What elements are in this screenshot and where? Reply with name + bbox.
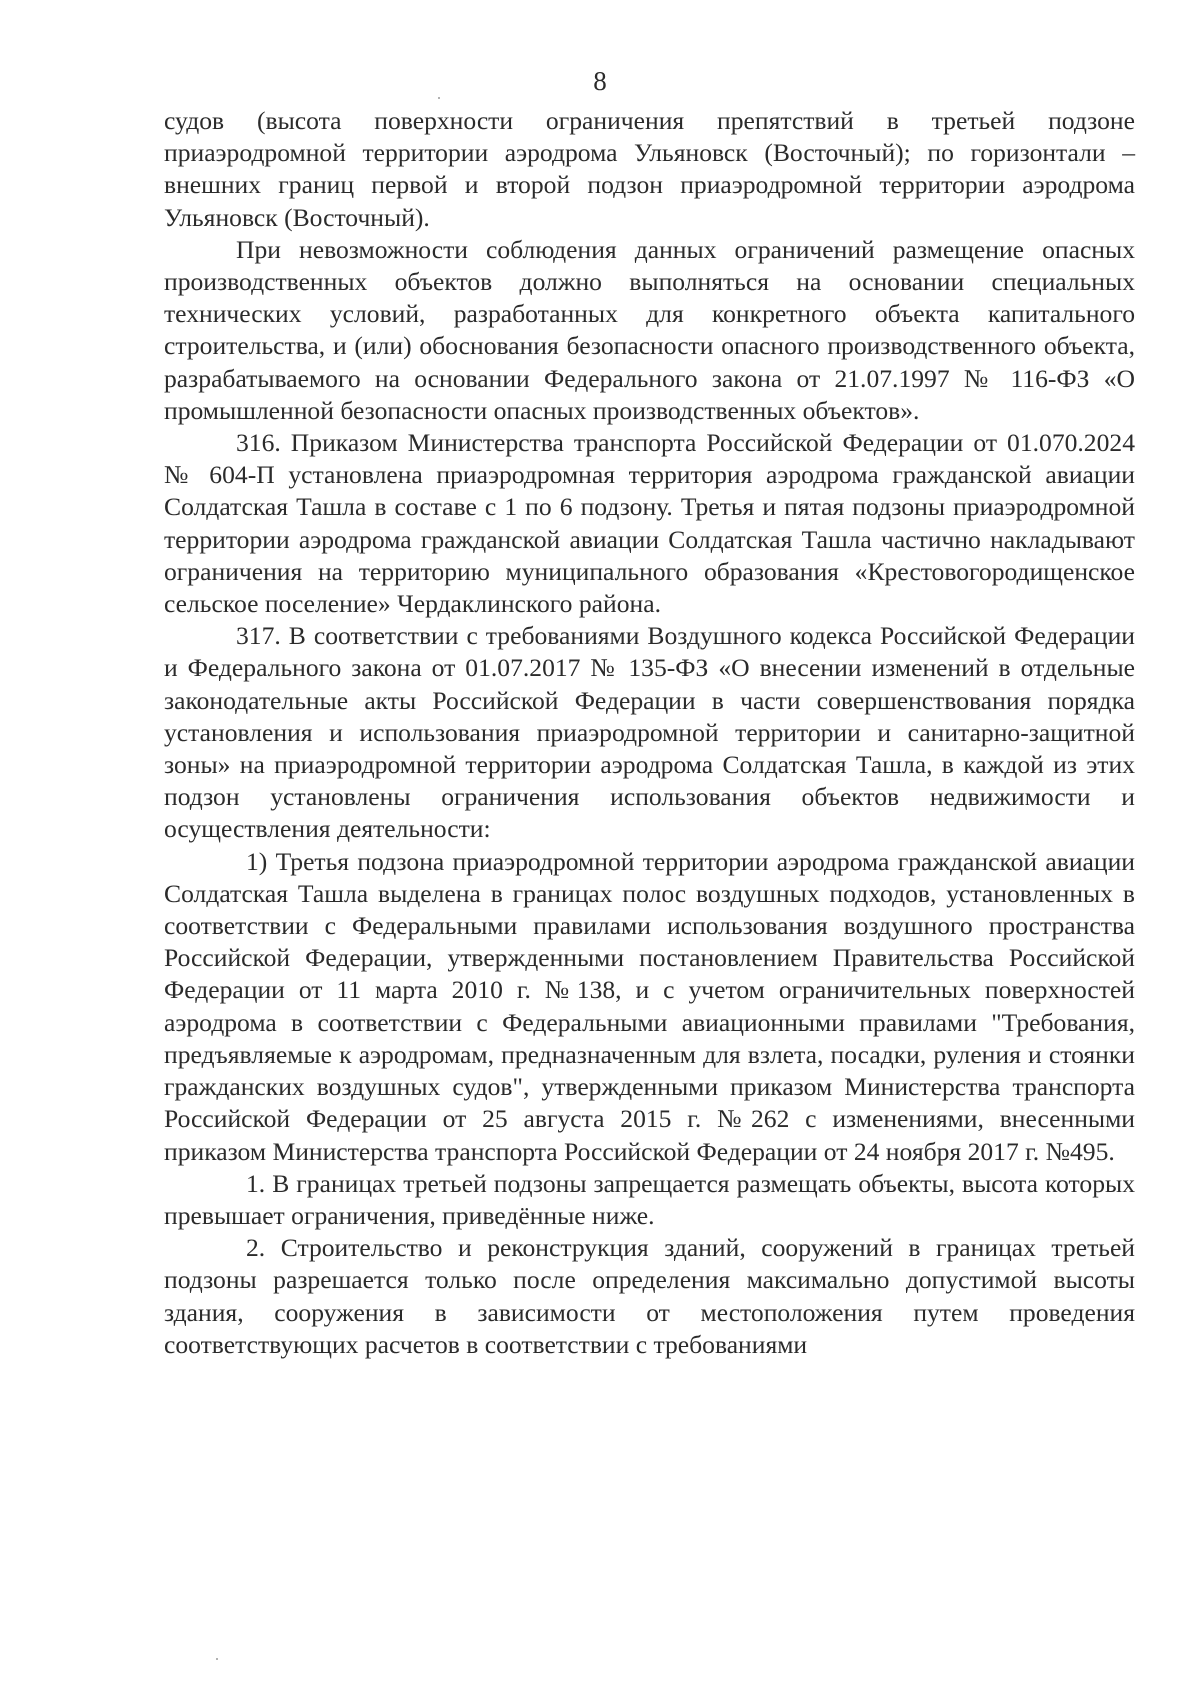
paragraph-317: 317. В соответствии с требованиями Воздушного кодекса Российской Федерации и Федерального закона от 01.07.2017 № 135-ФЗ «О внесении изменений в отдельные законодательные акты Российской Федерации в части совершенствования порядка установления и использования приаэродромной территории и санитарно-защитной зоны» на приаэродромной территории аэродрома Солдатская Ташла, в каждой из этих подзон установлены ограничения использования объектов недвижимости и осуществления деятельности: bbox=[164, 621, 1135, 844]
paragraph-item-2: 2. Строительство и реконструкция зданий, сооружений в границах третьей подзоны разрешается только после определения максимально допустимой высоты здания, сооружения в зависимости от местоположения путем проведения соответствующих расчетов в соответствии с требованиями bbox=[164, 1233, 1135, 1359]
paragraph-opasnye-obekty: При невозможности соблюдения данных ограничений размещение опасных производственных объектов должно выполняться на основании специальных технических условий, разработанных для конкретного объекта капитального строительства, и (или) обоснования безопасности опасного производственного объекта, разрабатываемого на основании Федерального закона от 21.07.1997 № 116-ФЗ «О промышленной безопасности опасных производственных объектов». bbox=[164, 234, 1135, 425]
paragraph-continuation: судов (высота поверхности ограничения препятствий в третьей подзоне приаэродромной территории аэродрома Ульяновск (Восточный); по горизонтали – внешних границ первой и второй подзон приаэродромной территории аэродрома Ульяновск (Восточный). bbox=[164, 106, 1135, 232]
paragraph-item-1: 1. В границах третьей подзоны запрещается размещать объекты, высота которых превышает ограничения, приведённые ниже. bbox=[164, 1168, 1135, 1230]
paragraph-subzone-3: 1) Третья подзона приаэродромной территории аэродрома гражданской авиации Солдатская Ташла выделена в границах полос воздушных подходов, установленных в соответствии с Федеральными правилами использования воздушного пространства Российской Федерации, утвержденными постановлением Правительства Российской Федерации от 11 марта 2010 г. №138, и с учетом ограничительных поверхностей аэродрома в соответствии с Федеральными авиационными правилами "Требования, предъявляемые к аэродромам, предназначенным для взлета, посадки, руления и стоянки гражданских воздушных судов", утвержденными приказом Министерства транспорта Российской Федерации от 25 августа 2015 г. №262 с изменениями, внесенными приказом Министерства транспорта Российской Федерации от 24 ноября 2017 г. №495. bbox=[164, 846, 1135, 1166]
scan-speck bbox=[216, 1658, 218, 1660]
scan-speck bbox=[438, 97, 440, 99]
document-body bbox=[164, 105, 1135, 1361]
page-number: 8 bbox=[593, 66, 607, 96]
paragraph-316: 316. Приказом Министерства транспорта Российской Федерации от 01.070.2024 № 604-П установлена приаэродромная территория аэродрома гражданской авиации Солдатская Ташла в составе с 1 по 6 подзону. Третья и пятая подзоны приаэродромной территории аэродрома гражданской авиации Солдатская Ташла частично накладывают ограничения на территорию муниципального образования «Крестовогородищенское сельское поселение» Чердаклинского района. bbox=[164, 428, 1135, 619]
